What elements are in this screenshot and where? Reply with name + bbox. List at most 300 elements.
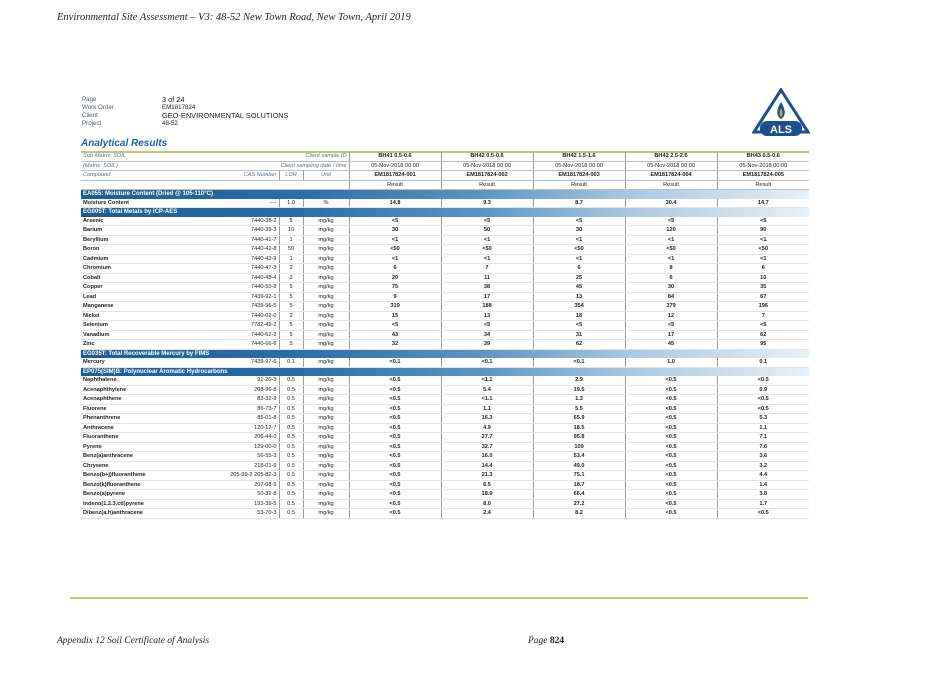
result-value: <1 (717, 254, 809, 264)
result-value: 1.1 (441, 404, 533, 414)
result-value: <0.5 (625, 452, 717, 462)
result-value: <0.5 (625, 433, 717, 443)
result-value: 62 (533, 340, 625, 350)
cas-number: 207-08-9 (209, 480, 279, 490)
table-row (81, 395, 809, 405)
section-header (81, 190, 809, 199)
table-row (81, 358, 809, 367)
result-value: 379 (625, 302, 717, 312)
cas-number: 7440-50-8 (209, 283, 279, 293)
table-row (81, 330, 809, 340)
result-value: 27.7 (441, 433, 533, 443)
compound-name: Beryllium (81, 235, 209, 245)
sample-id: BH42 2.5-2.6 (625, 152, 717, 161)
result-value: <0.5 (349, 509, 441, 519)
sample-date: 05-Nov-2018 00:00 (533, 161, 625, 171)
unit-value: % (303, 199, 349, 208)
compound-name: Dibenz(a.h)anthracene (81, 509, 209, 519)
result-value: <0.5 (349, 385, 441, 395)
table-row (81, 273, 809, 283)
lor-value: 1 (279, 235, 303, 245)
result-value: 3.2 (717, 461, 809, 471)
result-value: <1 (625, 254, 717, 264)
cas-number: 120-12-7 (209, 423, 279, 433)
compound-name: Fluorene (81, 404, 209, 414)
result-value: <0.1 (349, 358, 441, 367)
lor-value: 0.5 (279, 385, 303, 395)
result-value: 2.9 (533, 376, 625, 385)
result-value: 354 (533, 302, 625, 312)
result-value: 32.7 (441, 442, 533, 452)
footer-page-label: Page (528, 636, 548, 646)
result-value: 16.3 (441, 414, 533, 424)
result-value: <0.5 (717, 395, 809, 405)
result-value: 18.5 (533, 423, 625, 433)
meta-client (82, 112, 288, 120)
result-value: 50 (441, 226, 533, 236)
result-value: 8.0 (441, 499, 533, 509)
als-logo (752, 88, 810, 140)
meta-label: Client (82, 112, 98, 120)
unit-value: mg/kg (303, 273, 349, 283)
lor-value: 0.5 (279, 442, 303, 452)
result-value: <0.1 (533, 358, 625, 367)
result-value: 27.2 (533, 499, 625, 509)
header-row-columns (81, 171, 809, 181)
result-value: <0.5 (349, 452, 441, 462)
result-value: 25 (533, 273, 625, 283)
table-row (81, 245, 809, 255)
sample-id: BH43 0.5-0.6 (717, 152, 809, 161)
unit-value: mg/kg (303, 404, 349, 414)
compound-name: Lead (81, 292, 209, 302)
table-row (81, 499, 809, 509)
sample-date: 05-Nov-2018 00:00 (441, 161, 533, 171)
cas-number: 7440-62-2 (209, 330, 279, 340)
result-value: 109 (533, 442, 625, 452)
result-value: 30.4 (625, 199, 717, 208)
table-row (81, 264, 809, 274)
meta-value: 48-52 (162, 120, 178, 128)
blank-cell (81, 180, 349, 190)
result-value: <0.5 (625, 442, 717, 452)
table-row (81, 509, 809, 519)
section-title: EG035T: Total Recoverable Mercury by FIMS (81, 349, 809, 358)
lab-id: EM1817824-001 (349, 171, 441, 181)
result-value: <0.5 (349, 423, 441, 433)
header-row-matrix (81, 161, 809, 171)
unit-value: mg/kg (303, 235, 349, 245)
sample-date: 05-Nov-2018 00:00 (625, 161, 717, 171)
result-value: 319 (349, 302, 441, 312)
result-value: 18.7 (533, 480, 625, 490)
result-value: 31 (533, 330, 625, 340)
unit-value: mg/kg (303, 283, 349, 293)
result-value: <50 (625, 245, 717, 255)
sample-date: 05-Nov-2018 00:00 (717, 161, 809, 171)
result-value: 65.9 (533, 414, 625, 424)
header-row-sample-id (81, 152, 809, 161)
cas-number: 7440-02-0 (209, 311, 279, 321)
result-value: 3.6 (717, 452, 809, 462)
result-value: 196 (717, 302, 809, 312)
compound-name: Naphthalene (81, 376, 209, 385)
table-row (81, 461, 809, 471)
unit-value: mg/kg (303, 340, 349, 350)
table-row (81, 385, 809, 395)
result-value: <0.5 (625, 404, 717, 414)
report-meta (82, 96, 288, 128)
lor-value: 10 (279, 226, 303, 236)
lor-value: 0.5 (279, 414, 303, 424)
compound-name: Vanadium (81, 330, 209, 340)
result-value: 5.4 (441, 385, 533, 395)
result-value: <5 (349, 321, 441, 331)
results-body (81, 152, 809, 518)
cas-number: 7439-97-6 (209, 358, 279, 367)
compound-name: Acenaphthene (81, 395, 209, 405)
result-value: <1 (349, 254, 441, 264)
result-value: 17 (625, 330, 717, 340)
lab-id: EM1817824-002 (441, 171, 533, 181)
result-label: Result (717, 180, 809, 190)
result-value: 90 (717, 226, 809, 236)
lor-value: 5 (279, 340, 303, 350)
lor-value: 0.5 (279, 490, 303, 500)
section-title: EA055: Moisture Content (Dried @ 105-110°C) (81, 190, 809, 199)
compound-name: Indeno(1.2.3.cd)pyrene (81, 499, 209, 509)
result-value: 3.8 (717, 490, 809, 500)
compound-header: Compound (81, 171, 209, 181)
lor-value: 0.5 (279, 461, 303, 471)
header-row-result (81, 180, 809, 190)
unit-value: mg/kg (303, 226, 349, 236)
result-value: 66.4 (533, 490, 625, 500)
unit-value: mg/kg (303, 433, 349, 443)
result-value: <0.5 (625, 385, 717, 395)
lor-value: 5 (279, 292, 303, 302)
unit-value: mg/kg (303, 423, 349, 433)
meta-value: 3 of 24 (162, 95, 185, 104)
client-sampling-label: Client sampling date / time (209, 161, 349, 171)
unit-value: mg/kg (303, 509, 349, 519)
result-value: <0.5 (349, 480, 441, 490)
cas-number: 7440-48-4 (209, 273, 279, 283)
result-value: 6 (625, 273, 717, 283)
lor-value: 2 (279, 311, 303, 321)
unit-value: mg/kg (303, 499, 349, 509)
compound-name: Benzo(a)pyrene (81, 490, 209, 500)
meta-value: GEO-ENVIRONMENTAL SOLUTIONS (162, 111, 289, 121)
unit-value: mg/kg (303, 292, 349, 302)
result-value: <50 (441, 245, 533, 255)
lor-value: 0.5 (279, 376, 303, 385)
result-value: <0.5 (349, 433, 441, 443)
lor-value: 5 (279, 217, 303, 226)
result-value: <0.5 (625, 423, 717, 433)
result-value: 0.1 (717, 358, 809, 367)
compound-name: Barium (81, 226, 209, 236)
result-value: <1 (625, 235, 717, 245)
lor-header: LOR (279, 171, 303, 181)
divider (70, 597, 808, 599)
cas-number: 129-00-0 (209, 442, 279, 452)
result-value: 0.9 (717, 385, 809, 395)
table-row (81, 480, 809, 490)
result-value: 35 (717, 283, 809, 293)
matrix-label: (Matrix: SOIL) (81, 161, 209, 171)
cas-number: 85-01-8 (209, 414, 279, 424)
result-value: 43 (349, 330, 441, 340)
lor-value: 50 (279, 245, 303, 255)
lor-value: 0.5 (279, 499, 303, 509)
lor-value: 0.5 (279, 452, 303, 462)
table-row (81, 292, 809, 302)
result-value: 8.2 (533, 509, 625, 519)
result-label: Result (441, 180, 533, 190)
result-value: <0.5 (625, 461, 717, 471)
compound-name: Boron (81, 245, 209, 255)
result-value: <0.5 (717, 404, 809, 414)
compound-name: Mercury (81, 358, 209, 367)
result-value: 13 (533, 292, 625, 302)
cas-number: 7440-38-2 (209, 217, 279, 226)
result-value: <1 (717, 235, 809, 245)
result-value: 1.3 (533, 395, 625, 405)
result-value: 8 (625, 264, 717, 274)
result-value: <1 (349, 235, 441, 245)
cas-number: 7440-42-8 (209, 245, 279, 255)
result-value: 13 (441, 311, 533, 321)
unit-value: mg/kg (303, 358, 349, 367)
section-header (81, 208, 809, 217)
cas-number: 7440-66-6 (209, 340, 279, 350)
compound-name: Phenanthrene (81, 414, 209, 424)
result-value: <5 (441, 321, 533, 331)
result-value: <0.5 (717, 509, 809, 519)
logo-text: ALS (770, 124, 792, 136)
result-value: 84 (625, 292, 717, 302)
compound-name: Moisture Content (81, 199, 209, 208)
result-label: Result (349, 180, 441, 190)
result-value: 7 (441, 264, 533, 274)
footer-page-number: 824 (549, 636, 565, 646)
result-value: 45 (625, 340, 717, 350)
lor-value: 5 (279, 302, 303, 312)
compound-name: Benz(a)anthracene (81, 452, 209, 462)
cas-number: 53-70-3 (209, 509, 279, 519)
meta-value: EM1817824 (162, 104, 196, 112)
cas-number: 218-01-9 (209, 461, 279, 471)
cas-number: 91-20-3 (209, 376, 279, 385)
cas-number: 86-73-7 (209, 404, 279, 414)
result-value: 14.8 (349, 199, 441, 208)
sample-id: BH42 1.5-1.6 (533, 152, 625, 161)
lor-value: 1.0 (279, 199, 303, 208)
table-row (81, 254, 809, 264)
table-row (81, 199, 809, 208)
result-value: 4.9 (441, 423, 533, 433)
result-value: 95.8 (533, 433, 625, 443)
sample-id: BH42 0.5-0.6 (441, 152, 533, 161)
cas-number: 7440-41-7 (209, 235, 279, 245)
result-value: 16.0 (441, 452, 533, 462)
section-title: EP075(SIM)B: Polynuclear Aromatic Hydrocarbons (81, 367, 809, 376)
lor-value: 2 (279, 264, 303, 274)
cas-number: 56-55-3 (209, 452, 279, 462)
section-header (81, 349, 809, 358)
result-value: <1 (533, 254, 625, 264)
section-title: EG005T: Total Metals by ICP-AES (81, 208, 809, 217)
result-value: 34 (441, 330, 533, 340)
result-label: Result (533, 180, 625, 190)
result-value: <0.5 (625, 509, 717, 519)
section-header (81, 367, 809, 376)
result-value: 6 (533, 264, 625, 274)
result-value: 1.4 (717, 480, 809, 490)
cas-number: 7439-92-1 (209, 292, 279, 302)
cas-number: 7440-47-3 (209, 264, 279, 274)
result-value: 49.0 (533, 461, 625, 471)
result-value: 1.0 (625, 358, 717, 367)
result-value: 8.7 (533, 199, 625, 208)
results-table (81, 152, 809, 519)
result-value: 32 (349, 340, 441, 350)
result-value: 7.6 (717, 442, 809, 452)
result-value: 10 (717, 273, 809, 283)
unit-value: mg/kg (303, 490, 349, 500)
lab-id: EM1817824-005 (717, 171, 809, 181)
submatrix-label: Sub-Matrix: SOIL (81, 152, 209, 161)
result-value: 95 (717, 340, 809, 350)
footer-appendix: Appendix 12 Soil Certificate of Analysis (57, 636, 210, 646)
result-value: 53.4 (533, 452, 625, 462)
result-value: 120 (625, 226, 717, 236)
result-value: <0.5 (349, 414, 441, 424)
result-value: <5 (533, 321, 625, 331)
result-value: 9.3 (441, 199, 533, 208)
result-value: 38 (441, 283, 533, 293)
unit-value: mg/kg (303, 376, 349, 385)
cas-number: ---- (209, 199, 279, 208)
result-value: 6 (717, 264, 809, 274)
table-row (81, 302, 809, 312)
result-value: 188 (441, 302, 533, 312)
unit-value: mg/kg (303, 471, 349, 481)
result-value: <0.5 (625, 471, 717, 481)
result-value: 2.4 (441, 509, 533, 519)
table-row (81, 340, 809, 350)
cas-number: 208-96-8 (209, 385, 279, 395)
compound-name: Anthracene (81, 423, 209, 433)
result-value: 17 (441, 292, 533, 302)
client-sample-id-label: Client sample ID (209, 152, 349, 161)
result-value: 30 (533, 226, 625, 236)
cas-header: CAS Number (209, 171, 279, 181)
result-value: <1.1 (441, 395, 533, 405)
result-value: <50 (349, 245, 441, 255)
table-row (81, 452, 809, 462)
result-value: <0.5 (349, 499, 441, 509)
result-value: 12 (625, 311, 717, 321)
page-title: Analytical Results (81, 138, 168, 149)
result-value: <5 (441, 217, 533, 226)
result-value: <5 (625, 321, 717, 331)
result-value: 19.5 (533, 385, 625, 395)
meta-page (82, 96, 288, 104)
lor-value: 5 (279, 283, 303, 293)
table-row (81, 442, 809, 452)
lor-value: 2 (279, 273, 303, 283)
result-value: 1.1 (717, 423, 809, 433)
result-value: 14.4 (441, 461, 533, 471)
result-value: <0.5 (349, 404, 441, 414)
result-value: 7.1 (717, 433, 809, 443)
table-row (81, 226, 809, 236)
result-value: 6.5 (441, 480, 533, 490)
table-row (81, 433, 809, 443)
unit-value: mg/kg (303, 311, 349, 321)
compound-name: Fluoranthene (81, 433, 209, 443)
result-value: 5.5 (533, 404, 625, 414)
unit-value: mg/kg (303, 217, 349, 226)
result-value: 75 (349, 283, 441, 293)
cas-number: 7439-96-5 (209, 302, 279, 312)
table-row (81, 321, 809, 331)
result-value: <0.5 (625, 414, 717, 424)
meta-label: Project (82, 120, 102, 128)
result-value: <1 (533, 235, 625, 245)
compound-name: Cobalt (81, 273, 209, 283)
unit-value: mg/kg (303, 254, 349, 264)
meta-label: Work Order (82, 104, 114, 112)
lor-value: 1 (279, 254, 303, 264)
cas-number: 7440-39-3 (209, 226, 279, 236)
unit-value: mg/kg (303, 461, 349, 471)
result-value: <5 (717, 217, 809, 226)
result-value: 39 (441, 340, 533, 350)
table-row (81, 471, 809, 481)
result-value: <5 (533, 217, 625, 226)
table-row (81, 404, 809, 414)
unit-value: mg/kg (303, 330, 349, 340)
table-row (81, 423, 809, 433)
lor-value: 0.5 (279, 480, 303, 490)
result-value: <0.5 (625, 395, 717, 405)
result-value: 20 (349, 273, 441, 283)
result-value: 1.7 (717, 499, 809, 509)
unit-value: mg/kg (303, 245, 349, 255)
result-value: <1 (441, 235, 533, 245)
table-row (81, 376, 809, 385)
result-value: <0.5 (625, 499, 717, 509)
unit-value: mg/kg (303, 442, 349, 452)
result-value: 75.1 (533, 471, 625, 481)
lor-value: 5 (279, 321, 303, 331)
unit-value: mg/kg (303, 414, 349, 424)
result-value: <1 (441, 254, 533, 264)
lab-id: EM1817824-004 (625, 171, 717, 181)
result-value: 4.4 (717, 471, 809, 481)
result-value: 9 (349, 292, 441, 302)
result-value: 15 (349, 311, 441, 321)
footer-page (528, 636, 564, 646)
result-value: <0.5 (349, 471, 441, 481)
compound-name: Pyrene (81, 442, 209, 452)
result-value: 30 (625, 283, 717, 293)
cas-number: 7440-43-9 (209, 254, 279, 264)
compound-name: Manganese (81, 302, 209, 312)
